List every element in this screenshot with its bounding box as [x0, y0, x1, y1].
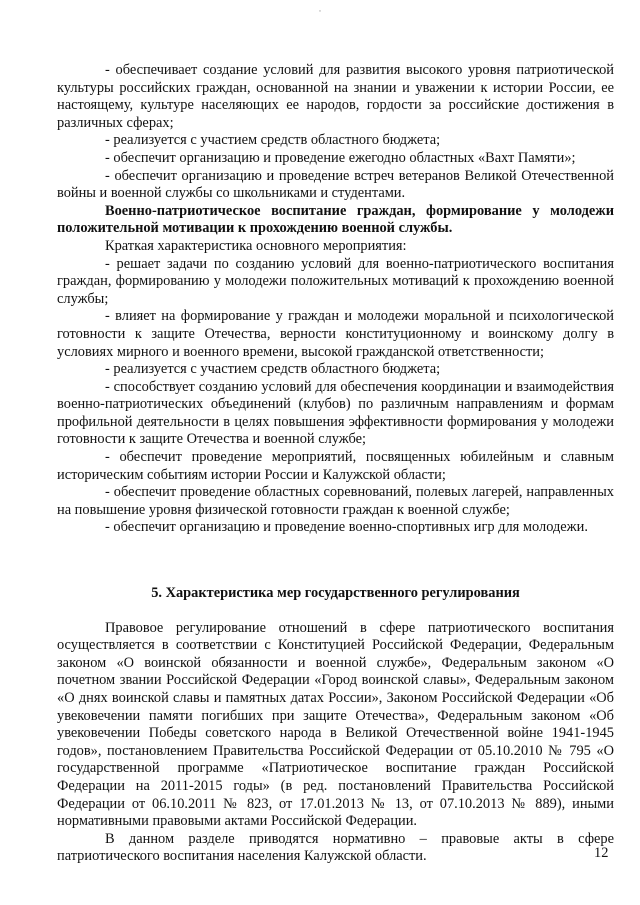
header-mark: · — [318, 6, 322, 16]
paragraph: В данном разделе приводятся нормативно – правовые акты в сфере патриотического воспитания населения Калужской области. — [57, 830, 614, 865]
paragraph: - влияет на формирование у граждан и молодежи моральной и психологической готовности к защите Отечества, верности конституционному и воинскому долгу в условиях мирного и военного времени, высокой гражданской ответственности; — [57, 308, 614, 360]
paragraph: - реализуется с участием средств областного бюджета; — [105, 361, 441, 378]
bold-subheading: Военно-патриотическое воспитание граждан, формирование у молодежи положительной мотивации к прохождению военной службы. — [57, 202, 614, 237]
paragraph: - обеспечит организацию и проведение встреч ветеранов Великой Отечественной войны и военной службы со школьниками и студентами. — [57, 167, 614, 202]
paragraph: - решает задачи по созданию условий для военно-патриотического воспитания граждан, формированию у молодежи положительных мотиваций к прохождению военной службы; — [57, 255, 614, 307]
paragraph: - обеспечивает создание условий для развития высокого уровня патриотической культуры российских граждан, основанной на знании и уважении к истории России, ее настоящему, культуре населяющих ее народов, гордости за российские достижения в различных сферах; — [57, 62, 614, 131]
page-content — [57, 62, 614, 866]
paragraph: - обеспечит проведение областных соревнований, полевых лагерей, направленных на повышение уровня физической готовности граждан к военной службе; — [57, 484, 614, 518]
paragraph: - обеспечит организацию и проведение военно-спортивных игр для молодежи. — [105, 519, 588, 536]
section-heading: 5. Характеристика мер государственного регулирования — [151, 585, 520, 602]
paragraph: - обеспечит организацию и проведение ежегодно областных «Вахт Памяти»; — [105, 149, 576, 166]
paragraph: - способствует созданию условий для обеспечения координации и взаимодействия военно-патриотических объединений (клубов) по различным направлениям и формам профильной деятельности в целях повышения эффективности формирования у молодежи готовности к защите Отечества и военной службе; — [57, 378, 614, 448]
section-gap — [57, 537, 614, 585]
paragraph: Правовое регулирование отношений в сфере патриотического воспитания осуществляется в соответствии с Конституцией Российской Федерации, Федеральным законом «О воинской обязанности и военной службе», Федеральным законом «О почетном звании Российской Федерации «Город воинской славы», Федеральным законом «О днях воинской славы и памятных датах России», Законом Российской Федерации «Об увековечении памяти погибших при защите Отечества», Федеральным законом «Об увековечении Победы советского народа в Великой Отечественной войне 1941-1945 годов», постановлением Правительства Российской Федерации от 05.10.2010 № 795 «О государственной программе «Патриотическое воспитание граждан Российской Федерации на 2011-2015 годы» (в ред. постановлений Правительства Российской Федерации от 06.10.2011 № 823, от 17.01.2013 № 13, от 07.10.2013 № 889), иными нормативными правовыми актами Российской Федерации. — [57, 619, 614, 830]
paragraph: - реализуется с участием средств областного бюджета; — [105, 132, 441, 149]
paragraph: - обеспечит проведение мероприятий, посвященных юбилейным и славным историческим событиям истории России и Калужской области; — [57, 449, 614, 483]
page-number: 12 — [594, 845, 609, 861]
paragraph: Краткая характеристика основного мероприятия: — [105, 237, 407, 254]
